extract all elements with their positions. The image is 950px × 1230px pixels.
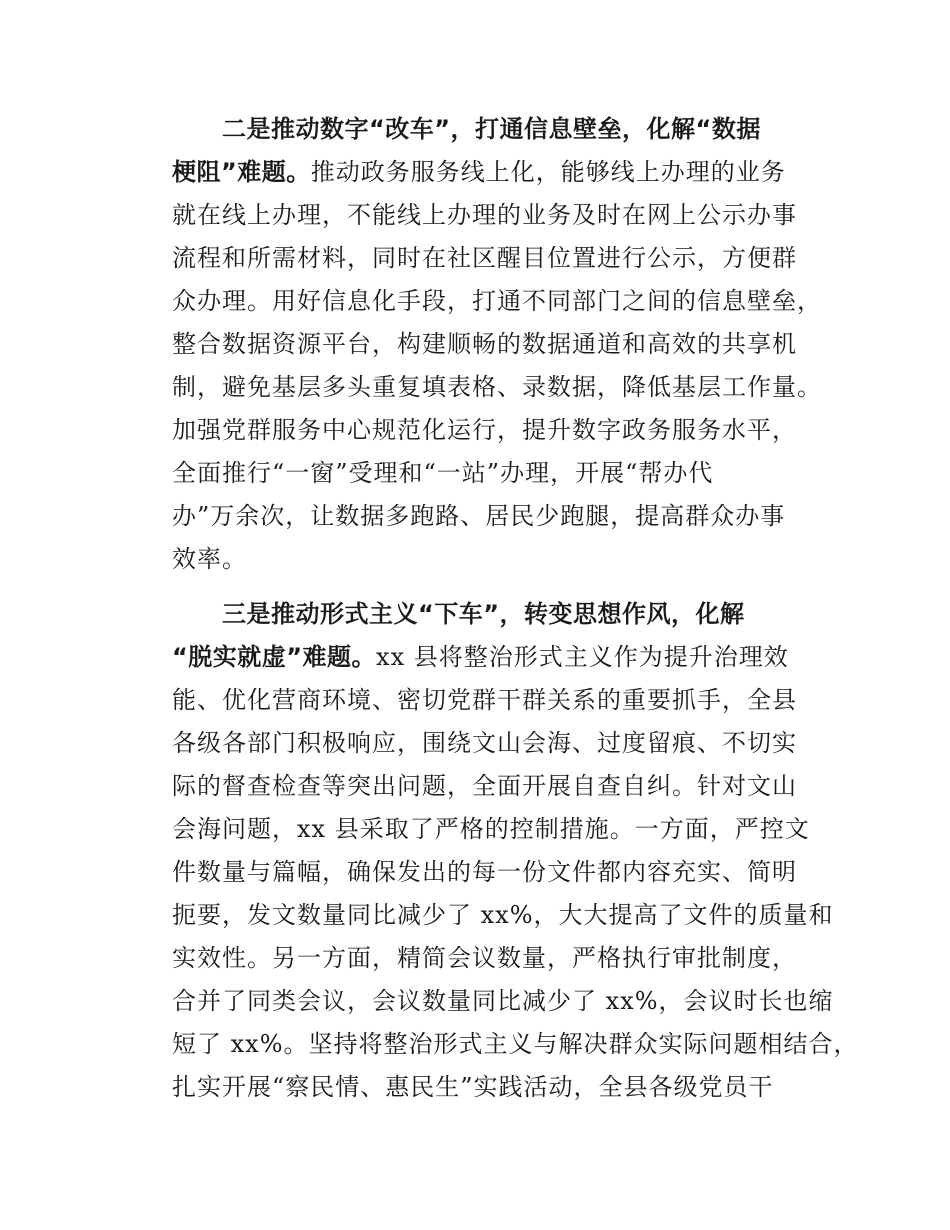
paragraph-2-line-4: 各级各部门积极响应，围绕文山会海、过度留痕、不切实 bbox=[172, 729, 797, 757]
paragraph-2-line-5: 际的督查检查等突出问题，全面开展自查自纠。针对文山 bbox=[172, 772, 797, 800]
paragraph-2-line-2 bbox=[172, 642, 789, 672]
paragraph-1-text: 推动政务服务线上化，能够线上办理的业务 bbox=[310, 158, 786, 186]
paragraph-2-heading-end: “脱实就虚”难题。 bbox=[172, 643, 377, 671]
paragraph-1-line-1 bbox=[222, 114, 761, 144]
paragraph-1-line-6: 整合数据资源平台，构建顺畅的数据通道和高效的共享机 bbox=[172, 330, 797, 358]
paragraph-1-line-11: 效率。 bbox=[172, 545, 247, 573]
paragraph-2-line-3: 能、优化营商环境、密切党群干群关系的重要抓手，全县 bbox=[172, 686, 797, 714]
paragraph-2-heading: 三是推动形式主义“下车”，转变思想作风，化解 bbox=[222, 600, 745, 628]
paragraph-1-line-3: 就在线上办理，不能线上办理的业务及时在网上公示办事 bbox=[172, 201, 797, 229]
paragraph-2-line-6: 会海问题，xx 县采取了严格的控制措施。一方面，严控文 bbox=[172, 815, 810, 843]
paragraph-1-line-10: 办”万余次，让数据多跑路、居民少跑腿，提高群众办事 bbox=[172, 502, 786, 530]
paragraph-1-line-7: 制，避免基层多头重复填表格、录数据，降低基层工作量。 bbox=[172, 373, 822, 401]
paragraph-1-heading: 二是推动数字“改车”，打通信息壁垒，化解“数据 bbox=[222, 115, 761, 143]
paragraph-2-line-12: 扎实开展“察民情、惠民生”实践活动，全县各级党员干 bbox=[172, 1073, 774, 1101]
paragraph-1-line-9: 全面推行“一窗”受理和“一站”办理，开展“帮办代 bbox=[172, 459, 714, 487]
paragraph-2-line-7: 件数量与篇幅，确保发出的每一份文件都内容充实、简明 bbox=[172, 858, 797, 886]
paragraph-1-line-2 bbox=[172, 157, 786, 187]
paragraph-2-text: xx 县将整治形式主义作为提升治理效 bbox=[376, 643, 789, 671]
paragraph-2-line-11: 短了 xx%。坚持将整治形式主义与解决群众实际问题相结合， bbox=[172, 1030, 859, 1058]
paragraph-1-line-4: 流程和所需材料，同时在社区醒目位置进行公示，方便群 bbox=[172, 244, 797, 272]
paragraph-1-line-8: 加强党群服务中心规范化运行，提升数字政务服务水平， bbox=[172, 416, 797, 444]
paragraph-1-heading-end: 梗阻”难题。 bbox=[172, 158, 311, 186]
paragraph-1-line-5: 众办理。用好信息化手段，打通不同部门之间的信息壁垒， bbox=[172, 287, 822, 315]
paragraph-2-line-8: 扼要，发文数量同比减少了 xx%，大大提高了文件的质量和 bbox=[172, 901, 834, 929]
paragraph-2-line-9: 实效性。另一方面，精简会议数量，严格执行审批制度， bbox=[172, 944, 797, 972]
paragraph-2-line-1 bbox=[222, 599, 745, 629]
paragraph-2-line-10: 合并了同类会议，会议数量同比减少了 xx%，会议时长也缩 bbox=[172, 987, 834, 1015]
